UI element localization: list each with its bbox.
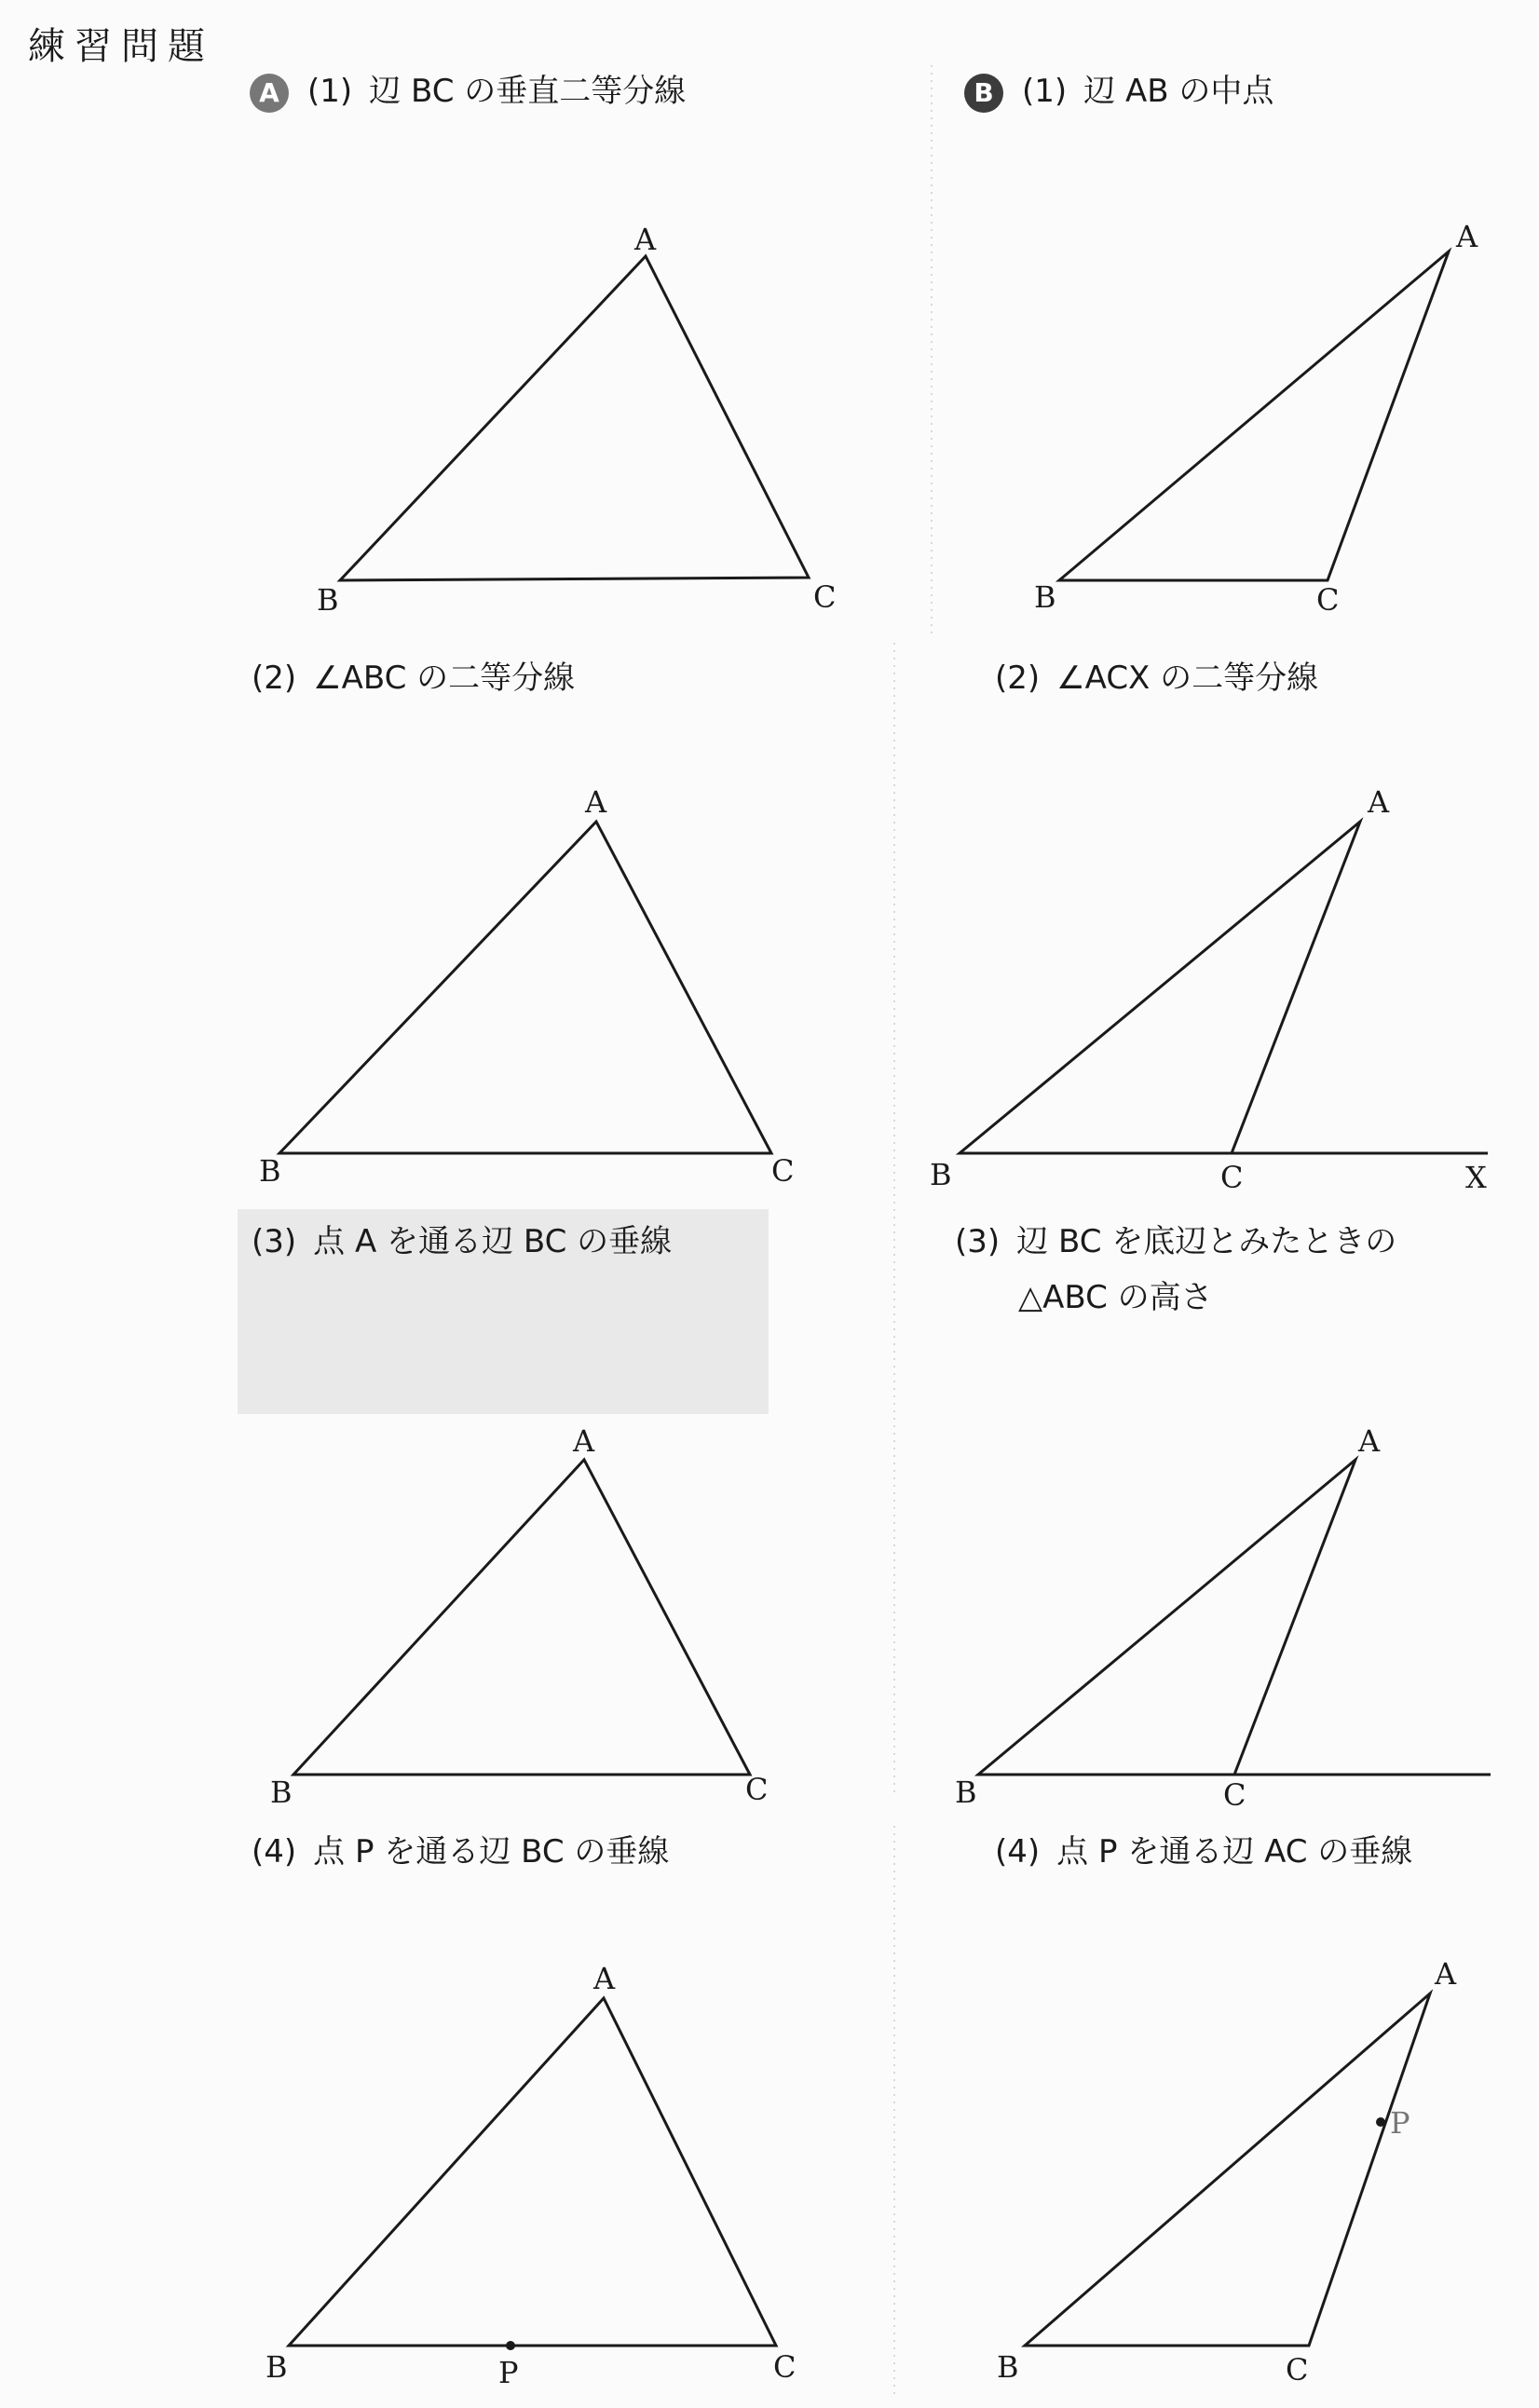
vertex-label-b: B bbox=[259, 1153, 281, 1189]
problem-text: 点 P を通る辺 BC の垂線 bbox=[313, 1833, 670, 1871]
vertex-label-b: B bbox=[270, 1775, 293, 1810]
vertex-label-c: C bbox=[771, 1153, 795, 1189]
problem-number: (1) bbox=[307, 73, 353, 110]
dotted-guides bbox=[894, 65, 932, 2394]
problem-number: (2) bbox=[995, 660, 1041, 697]
vertex-label-c: C bbox=[773, 2349, 797, 2385]
triangle-b4 bbox=[1025, 1993, 1430, 2346]
vertex-label-a: A bbox=[585, 784, 607, 820]
vertex-label-b: B bbox=[1034, 579, 1056, 615]
problem-number: (2) bbox=[252, 660, 297, 697]
problem-number: (4) bbox=[995, 1833, 1041, 1871]
problem-number: (3) bbox=[955, 1223, 1001, 1260]
vertex-label-b: B bbox=[930, 1157, 952, 1192]
triangle-b1 bbox=[1059, 252, 1449, 580]
vertex-label-c: C bbox=[1223, 1777, 1246, 1813]
point-label-p: P bbox=[498, 2355, 519, 2390]
vertex-label-a: A bbox=[1435, 1956, 1457, 1992]
problem-text: 辺 BC の垂直二等分線 bbox=[369, 73, 687, 110]
point-p-b4 bbox=[1376, 2117, 1385, 2127]
triangle-a1 bbox=[340, 256, 809, 580]
problem-text: 辺 AB の中点 bbox=[1083, 73, 1274, 110]
vertex-label-c: C bbox=[813, 579, 837, 615]
vertex-label-c: C bbox=[1220, 1160, 1244, 1195]
problem-text: ∠ACX の二等分線 bbox=[1056, 660, 1319, 697]
problem-text: 点 A を通る辺 BC の垂線 bbox=[313, 1223, 673, 1260]
vertex-label-a: A bbox=[634, 222, 657, 257]
point-p-a4 bbox=[506, 2341, 515, 2350]
vertex-label-a: A bbox=[593, 1961, 616, 1996]
vertex-label-a: A bbox=[1368, 784, 1390, 820]
vertex-label-b: B bbox=[955, 1775, 977, 1810]
vertex-label-b: B bbox=[317, 582, 339, 618]
triangle-b2 bbox=[960, 822, 1360, 1153]
vertex-label-a: A bbox=[1456, 219, 1478, 254]
problem-text: 点 P を通る辺 AC の垂線 bbox=[1056, 1833, 1413, 1871]
vertex-label-c: C bbox=[745, 1772, 769, 1807]
vertex-label-c: C bbox=[1316, 582, 1340, 618]
vertex-label-x: X bbox=[1465, 1160, 1487, 1195]
vertex-label-b: B bbox=[997, 2349, 1019, 2385]
page-title: 練習問題 bbox=[28, 25, 214, 68]
vertex-label-a: A bbox=[573, 1423, 595, 1459]
problem-text: 辺 BC を底辺とみたときの bbox=[1016, 1223, 1397, 1260]
triangle-b3 bbox=[978, 1460, 1355, 1775]
triangle-a3 bbox=[293, 1460, 750, 1775]
vertex-label-b: B bbox=[266, 2349, 288, 2385]
vertex-label-a: A bbox=[1358, 1423, 1381, 1459]
section-b-badge: B bbox=[964, 74, 1003, 113]
triangle-a2 bbox=[279, 822, 771, 1153]
problem-text: ∠ABC の二等分線 bbox=[313, 660, 576, 697]
section-a-badge: A bbox=[250, 74, 289, 113]
problem-number: (4) bbox=[252, 1833, 297, 1871]
problem-number: (1) bbox=[1022, 73, 1068, 110]
problem-number: (3) bbox=[252, 1223, 297, 1260]
point-label-p: P bbox=[1390, 2105, 1410, 2141]
problem-text-line2: △ABC の高さ bbox=[1018, 1279, 1213, 1316]
vertex-label-c: C bbox=[1286, 2352, 1309, 2388]
triangle-a4 bbox=[289, 1998, 776, 2346]
